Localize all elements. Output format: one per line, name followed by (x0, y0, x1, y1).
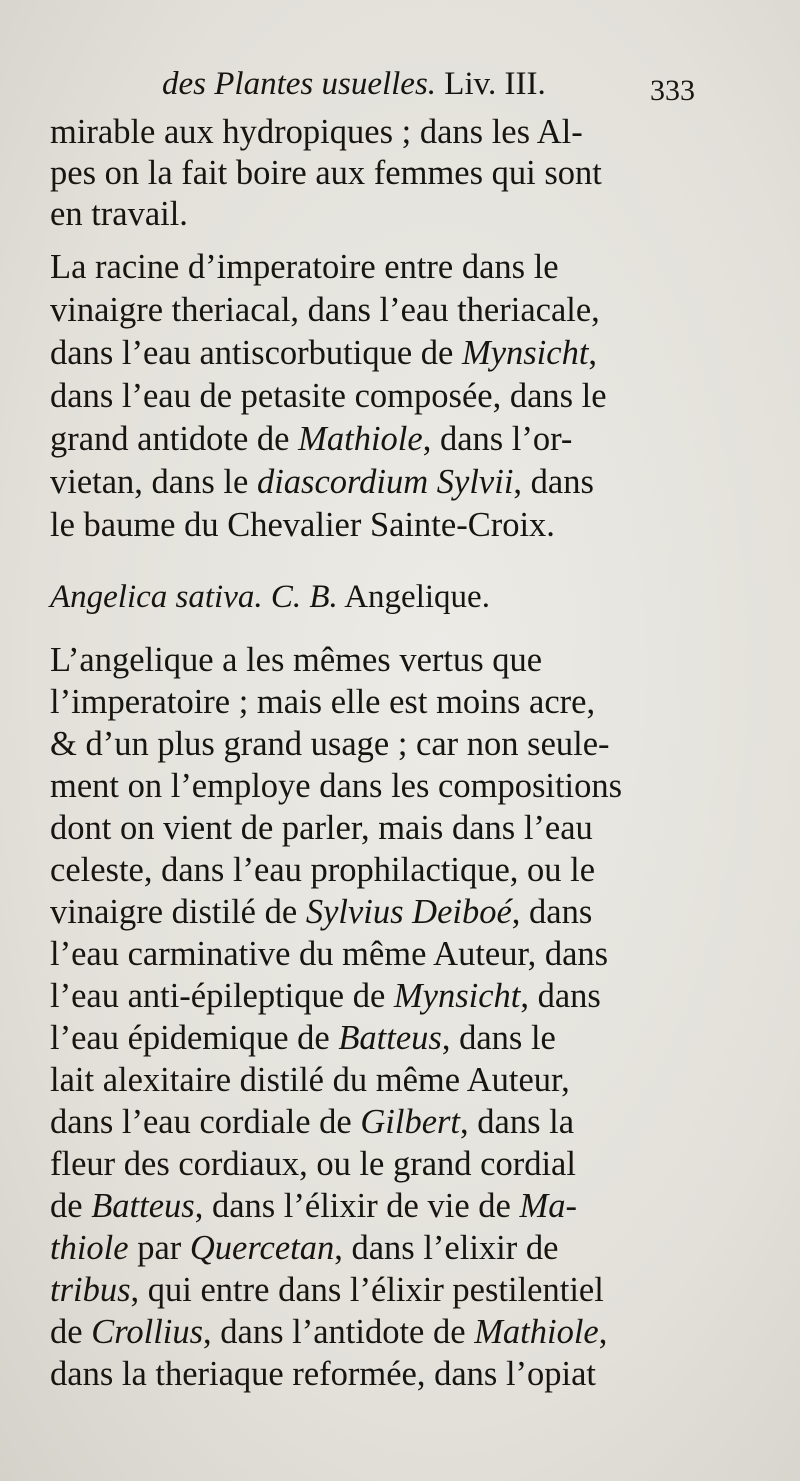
text-segment: , dans l’elixir de (334, 1229, 559, 1267)
text-segment: , dans l’élixir de vie de (194, 1187, 520, 1225)
text-line (50, 247, 559, 287)
text-line: pes on la fait boire aux femmes qui sont (50, 154, 602, 192)
text-line (50, 934, 608, 974)
author-name: Mynsicht (393, 977, 521, 1015)
text-segment: lait alexitaire distilé du même Auteur, (50, 1061, 570, 1099)
latin-term: diascordium Sylvii (256, 463, 514, 501)
author-name: thiole (50, 1229, 129, 1267)
text-line (50, 1228, 558, 1268)
text-line (50, 333, 597, 373)
text-line (50, 808, 593, 848)
text-segment: dont on vient de parler, mais dans l’eau (50, 809, 593, 847)
text-segment: , dans l’antidote de (203, 1313, 475, 1351)
text-segment: grand antidote de (50, 420, 299, 458)
author-name: Batteus (338, 1019, 442, 1057)
plant-heading (50, 577, 490, 617)
text-line (50, 505, 555, 545)
text-segment: dans l’eau antiscorbutique de (50, 334, 462, 372)
text-line (50, 1102, 574, 1142)
latin-term: tribus (50, 1271, 131, 1309)
author-name: Batteus (91, 1187, 195, 1225)
text-segment: fleur des cordiaux, ou le grand cordial (50, 1145, 576, 1183)
text-segment: vietan, dans le (50, 463, 257, 501)
text-line (50, 766, 622, 806)
text-line (50, 976, 601, 1016)
text-line (50, 724, 610, 764)
text-line (50, 1060, 570, 1100)
author-name: Mathiole (298, 420, 423, 458)
text-segment: , (598, 1313, 608, 1351)
text-segment: l’imperatoire ; mais elle est moins acre, (50, 683, 596, 721)
text-line (50, 419, 572, 459)
text-segment: La racine d’imperatoire entre dans le (50, 248, 559, 286)
text-line (50, 376, 607, 416)
author-name: Sylvius Deiboé (305, 893, 512, 931)
text-line (50, 1270, 604, 1310)
text-segment: l’eau épidemique de (50, 1019, 339, 1057)
author-name: Quercetan (189, 1229, 335, 1267)
running-title (162, 66, 546, 103)
text-segment: ment on l’employe dans les compositions (50, 767, 623, 805)
text-segment: de (50, 1313, 92, 1351)
text-segment: dans la theriaque reformée, dans l’opiat (50, 1355, 597, 1393)
running-title-book: Liv. III. (444, 66, 546, 102)
text-segment: L’angelique a les mêmes vertus que (50, 641, 543, 679)
text-segment: vinaigre distilé de (50, 893, 306, 931)
text-segment: par (128, 1229, 190, 1267)
text-line (50, 640, 542, 680)
text-segment: , dans le (441, 1019, 556, 1057)
text-line (50, 682, 595, 722)
text-line (50, 1354, 596, 1394)
text-segment: de (50, 1187, 92, 1225)
text-line (50, 892, 592, 932)
text-segment: , dans (511, 893, 593, 931)
text-segment: , dans (520, 977, 601, 1015)
page-number: 333 (650, 74, 695, 107)
text-segment: vinaigre theriacal, dans l’eau theriacale, (50, 291, 600, 329)
text-segment: dans l’eau de petasite composée, dans le (50, 377, 607, 415)
running-title-italic: des Plantes usuelles. (162, 66, 437, 102)
author-name: Gilbert (360, 1103, 461, 1141)
text-segment: , dans l’or- (422, 420, 573, 458)
text-line: en travail. (50, 195, 188, 233)
text-segment: dans l’eau cordiale de (50, 1103, 361, 1141)
text-segment: celeste, dans l’eau prophilactique, ou le (50, 851, 596, 889)
latin-name: Angelica sativa. C. B. (50, 579, 338, 615)
author-name: Mynsicht (461, 334, 589, 372)
text-segment: & d’un plus grand usage ; car non seule- (50, 725, 610, 763)
text-segment: l’eau anti-épileptique de (50, 977, 394, 1015)
text-segment: , (588, 334, 598, 372)
text-segment: , dans (513, 463, 594, 501)
text-line (50, 290, 600, 330)
text-line (50, 1312, 607, 1352)
text-line (50, 462, 594, 502)
author-name: Mathiole (474, 1313, 599, 1351)
running-header (162, 66, 707, 114)
author-name: Ma- (519, 1187, 577, 1225)
text-line: mirable aux hydropiques ; dans les Al- (50, 113, 583, 151)
text-line (50, 1018, 556, 1058)
text-segment: , qui entre dans l’élixir pestilentiel (130, 1271, 604, 1309)
text-segment: le baume du Chevalier Sainte-Croix. (50, 506, 555, 544)
text-segment: , dans la (460, 1103, 575, 1141)
author-name: Crollius (91, 1313, 204, 1351)
text-line (50, 1186, 577, 1226)
text-line (50, 850, 595, 890)
text-segment: l’eau carminative du même Auteur, dans (50, 935, 609, 973)
text-line (50, 1144, 576, 1184)
french-name: Angelique. (337, 579, 490, 615)
